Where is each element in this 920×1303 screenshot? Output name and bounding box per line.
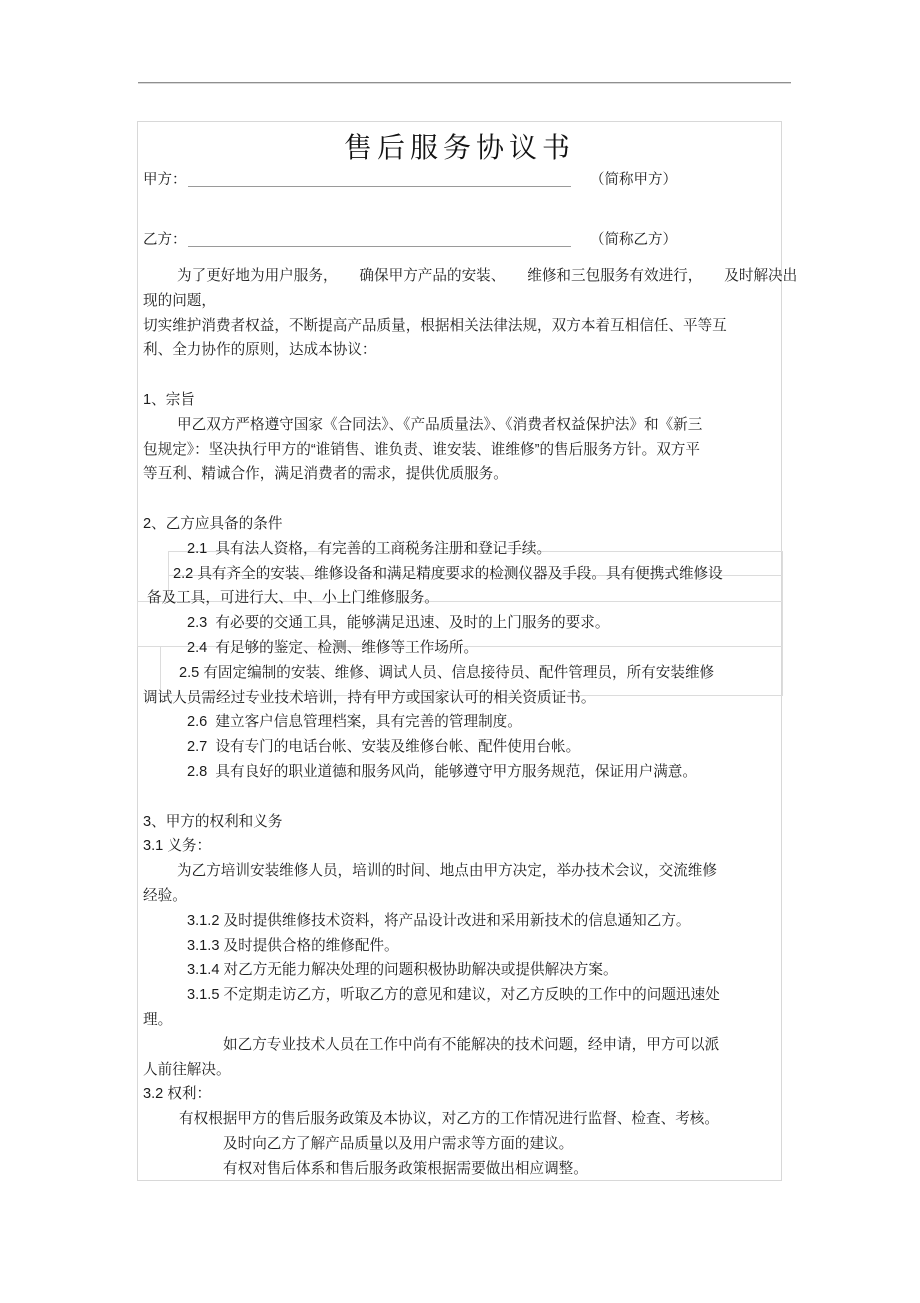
- doc-line: 备及工具，可进行大、中、小上门维修服务。: [147, 590, 439, 607]
- doc-line: 包规定》：坚决执行甲方的“谁销售、谁负责、谁安装、谁维修”的售后服务方针。双方平: [143, 441, 700, 458]
- doc-line: 等互利、精诚合作，满足消费者的需求，提供优质服务。: [143, 466, 508, 483]
- doc-line: 现的问题，: [143, 292, 216, 309]
- doc-line: 人前往解决。: [143, 1061, 231, 1078]
- doc-line: 及时向乙方了解产品质量以及用户需求等方面的建议。: [223, 1135, 574, 1152]
- document-lines: [138, 264, 798, 1181]
- doc-line: 2.4 有足够的鉴定、检测、维修等工作场所。: [187, 639, 479, 656]
- doc-line: 2、乙方应具备的条件: [143, 515, 283, 532]
- doc-line: 为了更好地为用户服务， 确保甲方产品的安装、 维修和三包服务有效进行， 及时解决出: [177, 268, 798, 284]
- doc-line: 3.1 义务：: [143, 838, 212, 855]
- document-page: [137, 121, 798, 1181]
- doc-line: 1、宗旨: [143, 391, 195, 408]
- doc-line: 为乙方培训安装维修人员，培训的时间、地点由甲方决定，举办技术会议，交流维修: [177, 863, 717, 880]
- doc-line: 2.5 有固定编制的安装、维修、调试人员、信息接待员、配件管理员，所有安装维修: [179, 664, 715, 681]
- doc-line: 切实维护消费者权益，不断提高产品质量，根据相关法律法规，双方本着互相信任、平等互: [143, 317, 727, 334]
- doc-line: 2.1 具有法人资格，有完善的工商税务注册和登记手续。: [187, 540, 552, 557]
- doc-line: 3.2 权利：: [143, 1086, 212, 1103]
- doc-line: 有权对售后体系和售后服务政策根据需要做出相应调整。: [223, 1160, 588, 1177]
- doc-line: [138, 363, 781, 388]
- doc-line: 有权根据甲方的售后服务政策及本协议，对乙方的工作情况进行监督、检查、考核。: [179, 1111, 719, 1128]
- doc-line: [138, 487, 781, 512]
- doc-line: 甲乙双方严格遵守国家《合同法》、《产品质量法》、《消费者权益保护法》和《新三: [177, 416, 703, 433]
- party-b-blank-line: [188, 227, 571, 247]
- party-b-row: [138, 228, 781, 258]
- doc-line: 调试人员需经过专业技术培训，持有甲方或国家认可的相关资质证书。: [143, 689, 596, 706]
- header-rule: [138, 82, 791, 84]
- party-b-label: 乙方：: [143, 232, 187, 248]
- party-a-blank-line: [188, 167, 571, 187]
- doc-line: [138, 785, 781, 810]
- doc-line: 利、全力协作的原则，达成本协议：: [143, 342, 377, 359]
- party-a-label: 甲方：: [143, 172, 187, 188]
- doc-line: 2.8 具有良好的职业道德和服务风尚，能够遵守甲方服务规范，保证用户满意。: [187, 763, 697, 780]
- doc-line: 2.2 具有齐全的安装、维修设备和满足精度要求的检测仪器及手段。具有便携式维修设: [173, 565, 723, 582]
- doc-line: 2.3 有必要的交通工具，能够满足迅速、及时的上门服务的要求。: [187, 615, 610, 632]
- doc-line: 2.6 建立客户信息管理档案，具有完善的管理制度。: [187, 714, 522, 731]
- doc-line: 3、甲方的权利和义务: [143, 813, 283, 830]
- document-title: 售后服务协议书: [343, 133, 575, 164]
- doc-line: 3.1.3 及时提供合格的维修配件。: [187, 937, 399, 954]
- doc-line: 理。: [143, 1011, 173, 1028]
- party-b-suffix: （简称乙方）: [590, 232, 677, 248]
- party-a-row: [138, 168, 781, 198]
- doc-line: 3.1.4 对乙方无能力解决处理的问题积极协助解决或提供解决方案。: [187, 962, 618, 979]
- doc-line: 3.1.5 不定期走访乙方，听取乙方的意见和建议，对乙方反映的工作中的问题迅速处: [187, 987, 720, 1004]
- doc-line: 3.1.2 及时提供维修技术资料，将产品设计改进和采用新技术的信息通知乙方。: [187, 912, 691, 929]
- party-a-suffix: （简称甲方）: [590, 172, 677, 188]
- doc-line: 经验。: [143, 887, 187, 904]
- doc-line: 2.7 设有专门的电话台帐、安装及维修台帐、配件使用台帐。: [187, 739, 581, 756]
- doc-line: 如乙方专业技术人员在工作中尚有不能解决的技术问题，经申请，甲方可以派: [223, 1036, 720, 1053]
